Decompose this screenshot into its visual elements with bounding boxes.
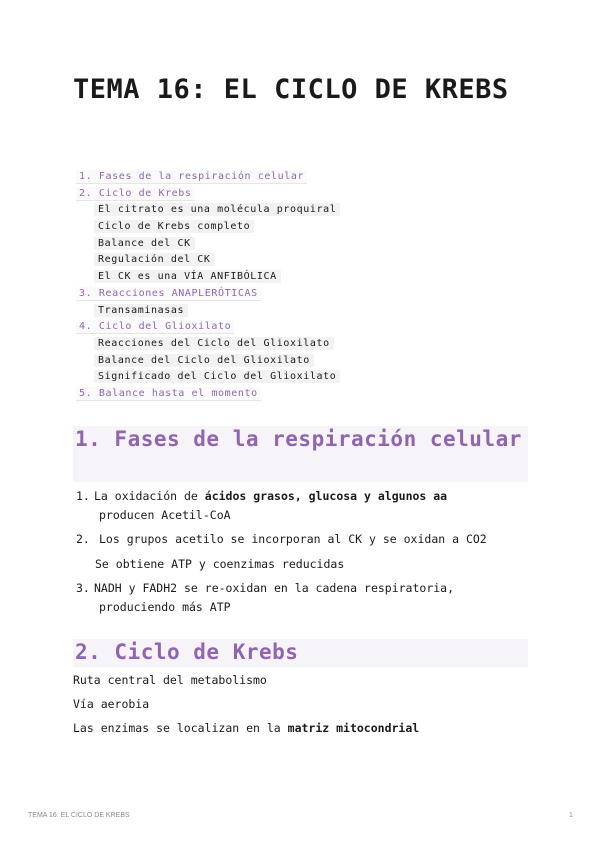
toc-row [76,270,340,287]
toc-row [76,287,340,304]
toc-sublink[interactable]: Transaminasas [94,304,188,317]
toc-row [76,387,340,404]
toc-sublink[interactable]: Reacciones del Ciclo del Glioxilato [94,337,334,350]
toc-row [76,370,340,387]
toc-link[interactable]: 4. Ciclo del Glioxilato [76,320,234,334]
list-item-1-bold: ácidos grasos, glucosa y algunos aa [204,489,448,503]
section-heading-fases: 1. Fases de la respiración celular [73,426,528,482]
toc-sublink[interactable]: Balance del Ciclo del Glioxilato [94,354,314,367]
paragraph: Ruta central del metabolismo [73,673,267,687]
toc-link[interactable]: 1. Fases de la respiración celular [76,170,307,184]
toc-sublink[interactable]: Balance del CK [94,237,195,250]
toc-row [76,253,340,270]
list-item-1-line2: producen Acetil-CoA [99,508,231,522]
toc-row [76,170,340,187]
toc-link[interactable]: 2. Ciclo de Krebs [76,187,195,201]
paragraph: Vía aerobia [73,697,150,711]
paragraph-text: Las enzimas se localizan en la [73,721,288,735]
toc-sublink[interactable]: Regulación del CK [94,253,215,266]
toc-row [76,203,340,220]
toc-row [76,320,340,337]
page-number: 1 [569,812,573,819]
list-item-3-line2: produciendo más ATP [99,600,231,614]
page-title: TEMA 16: EL CICLO DE KREBS [73,74,509,105]
footer-title: TEMA 16: EL CICLO DE KREBS [28,812,130,819]
toc-row [76,237,340,254]
list-item-3: NADH y FADH2 se re-oxidan en la cadena respiratoria, [94,581,455,595]
toc-link[interactable]: 3. Reacciones ANAPLERÓTICAS [76,287,261,301]
list-item-2: Los grupos acetilo se incorporan al CK y se oxidan a CO2 [99,532,487,546]
list-number: 3. [76,581,90,595]
toc-row [76,354,340,371]
toc-sublink[interactable]: Significado del Ciclo del Glioxilato [94,370,340,383]
toc-row [76,304,340,321]
list-item-2-sub: Se obtiene ATP y coenzimas reducidas [95,557,345,571]
toc-sublink[interactable]: El citrato es una molécula proquiral [94,203,340,216]
toc-sublink[interactable]: Ciclo de Krebs completo [94,220,254,233]
toc-row [76,187,340,204]
toc-row [76,337,340,354]
paragraph [73,721,419,735]
table-of-contents [76,170,340,404]
list-number: 2. [76,532,90,546]
list-number: 1. [76,489,90,503]
paragraph-bold: matriz mitocondrial [287,721,420,735]
toc-link[interactable]: 5. Balance hasta el momento [76,387,261,401]
toc-row [76,220,340,237]
toc-sublink[interactable]: El CK es una VÍA ANFIBÓLICA [94,270,281,283]
list-item-1-text: La oxidación de [94,489,205,503]
section-heading-krebs: 2. Ciclo de Krebs [73,639,528,667]
list-item-1 [94,489,447,503]
